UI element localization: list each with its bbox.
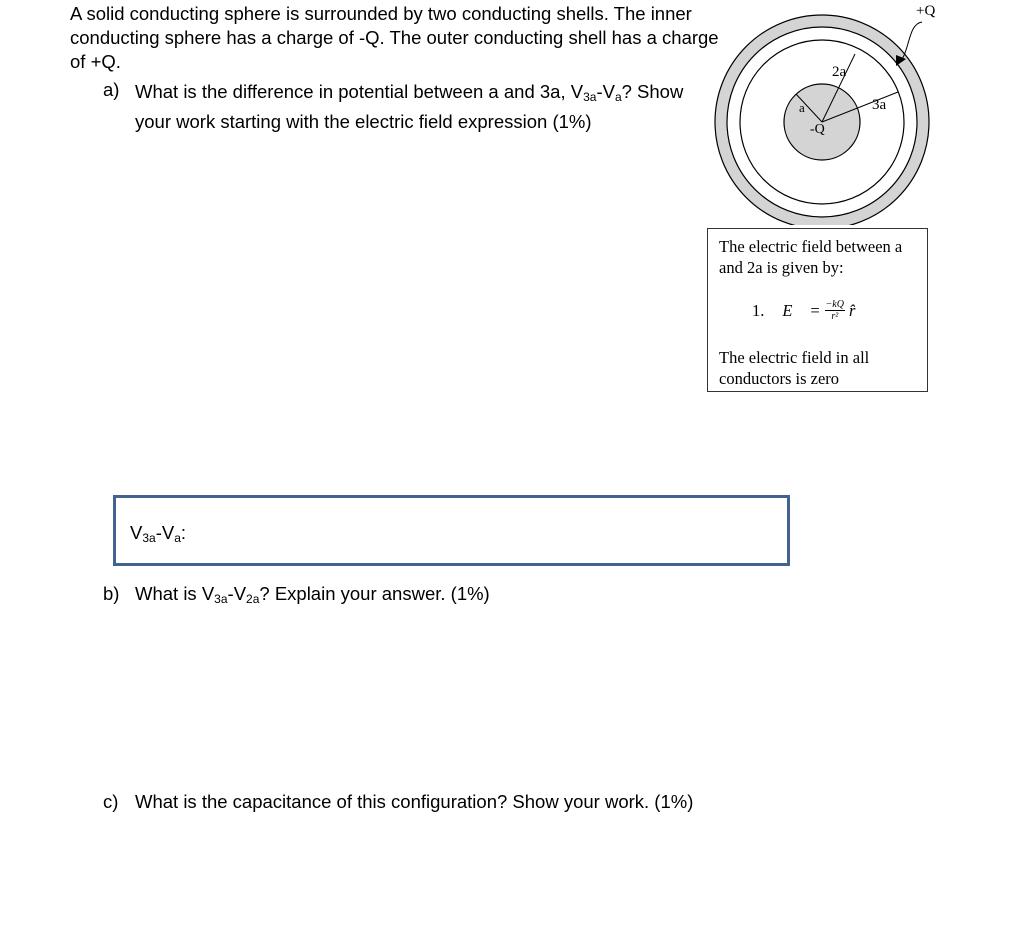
formula-numerator: −kQ (825, 299, 844, 310)
question-b-text-3: ? Explain your answer. (1%) (259, 583, 490, 604)
formula-lhs: E⃗ = (782, 301, 821, 320)
answer-box-a[interactable] (113, 495, 790, 566)
note-para-1: The electric field between a and 2a is given by: (719, 237, 903, 277)
question-c-text: What is the capacitance of this configuration? Show your work. (1%) (135, 791, 694, 812)
electric-field-formula (752, 299, 855, 322)
formula-rhs: r̂ (848, 301, 856, 320)
answer-label-v: V (130, 522, 143, 543)
answer-label-mid: -V (155, 522, 175, 543)
answer-box-label (130, 521, 186, 545)
question-a-sub-2: a (614, 90, 622, 104)
label-3a: 3a (872, 97, 887, 113)
question-c-label: c) (103, 791, 119, 812)
formula-number: 1. (752, 301, 765, 320)
intro-text: A solid conducting sphere is surrounded by two conducting shells. The inner conducting sphere has a charge of -Q. The outer conducting shell has a charge of +Q. (70, 3, 719, 72)
question-b-sub-1: 3a (214, 592, 228, 606)
answer-label-sub-2: a (174, 531, 181, 545)
label-minus-q: -Q (810, 122, 825, 137)
formula-denominator: r² (831, 311, 839, 322)
intro-paragraph (70, 2, 720, 74)
label-2a: 2a (832, 64, 847, 80)
question-a-text-1: What is the difference in potential between a and 3a, V (135, 81, 584, 102)
note-para-2: The electric field in all conductors is zero (719, 348, 870, 388)
question-a-sub-1: 3a (583, 90, 597, 104)
answer-label-sub-1: 3a (142, 531, 156, 545)
formula-fraction (825, 299, 845, 322)
question-b-text-2: -V (227, 583, 247, 604)
answer-label-end: : (180, 522, 187, 543)
question-b-text-1: What is V (135, 583, 215, 604)
concentric-sphere-diagram (700, 0, 960, 225)
question-a-label: a) (103, 79, 120, 100)
question-a-text-2: -V (596, 81, 615, 102)
plus-q-pointer (900, 22, 922, 62)
electric-field-note (707, 228, 928, 392)
question-b-sub-2: 2a (246, 592, 260, 606)
question-b-text (135, 582, 490, 606)
question-a-text (135, 77, 720, 137)
plus-q-label: +Q (916, 3, 936, 19)
question-a-text-3: ? Show your work starting with the electric field expression (1%) (135, 81, 684, 132)
label-a: a (799, 100, 805, 115)
question-b-label: b) (103, 583, 120, 604)
